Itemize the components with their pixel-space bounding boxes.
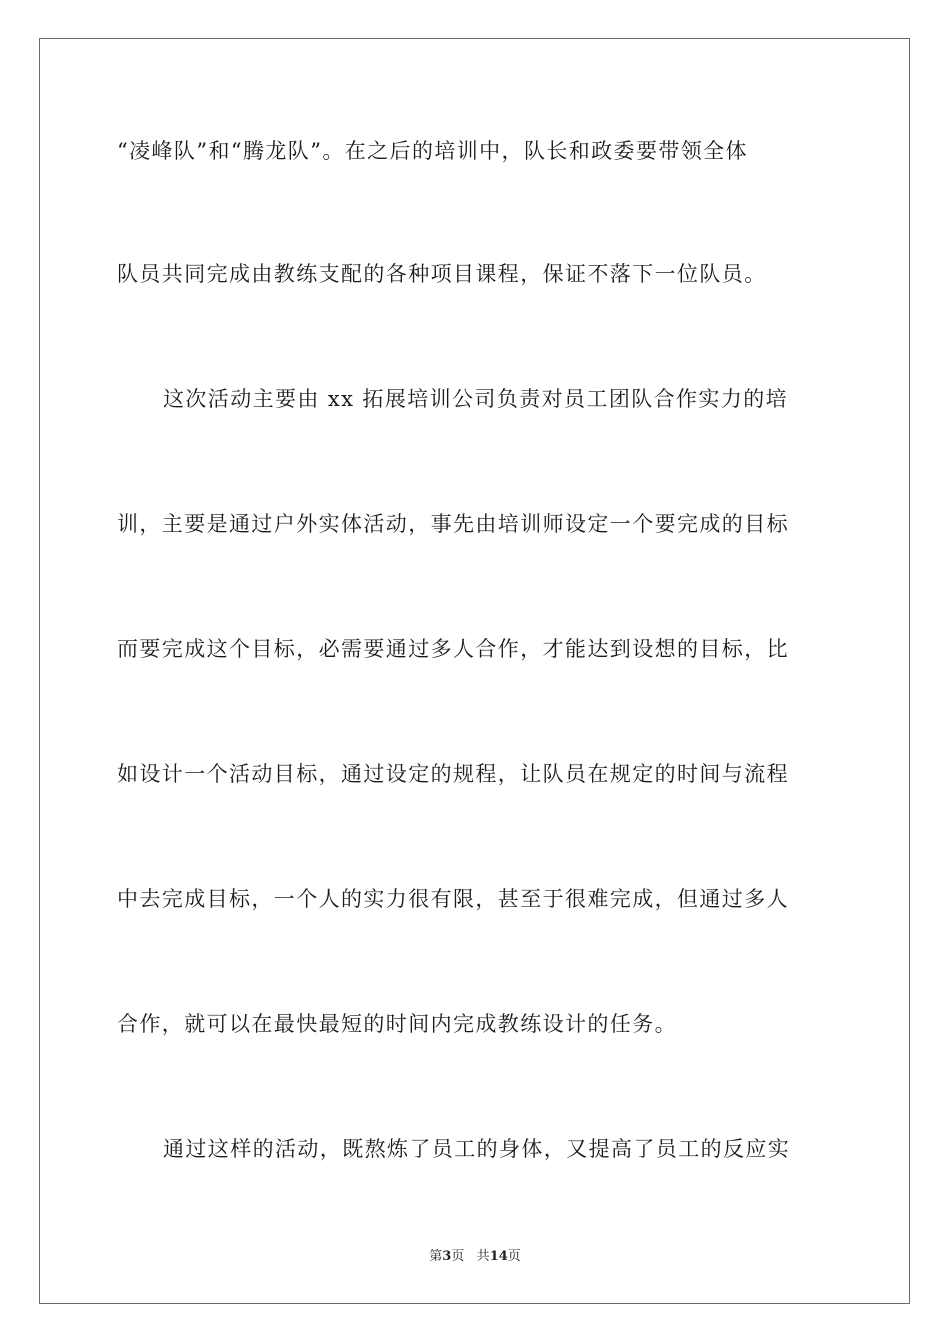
text-line-7: 中去完成目标，一个人的实力很有限，甚至于很难完成，但通过多人 bbox=[117, 887, 789, 911]
text-line-5: 而要完成这个目标，必需要通过多人合作，才能达到设想的目标，比 bbox=[117, 637, 789, 661]
page-footer bbox=[0, 1248, 950, 1266]
text-line-3-paragraph-start: 这次活动主要由 xx 拓展培训公司负责对员工团队合作实力的培 bbox=[163, 387, 789, 411]
text-line-8: 合作，就可以在最快最短的时间内完成教练设计的任务。 bbox=[117, 1012, 677, 1036]
text-line-6: 如设计一个活动目标，通过设定的规程，让队员在规定的时间与流程 bbox=[117, 762, 789, 786]
footer-page-prefix: 第 bbox=[429, 1249, 443, 1264]
footer-total-prefix: 共 bbox=[476, 1249, 490, 1264]
footer-page-number: 3 bbox=[442, 1249, 452, 1264]
text-line-2: 队员共同完成由教练支配的各种项目课程，保证不落下一位队员。 bbox=[117, 262, 767, 286]
text-line-4: 训，主要是通过户外实体活动，事先由培训师设定一个要完成的目标 bbox=[117, 512, 789, 536]
footer-page-suffix: 页 bbox=[451, 1249, 465, 1264]
footer-total-suffix: 页 bbox=[507, 1249, 521, 1264]
page-border bbox=[39, 38, 910, 1304]
text-line-9-paragraph-start: 通过这样的活动，既熬炼了员工的身体，又提高了员工的反应实 bbox=[163, 1137, 791, 1161]
footer-total-pages: 14 bbox=[489, 1249, 508, 1264]
text-line-1: “凌峰队”和“腾龙队”。在之后的培训中，队长和政委要带领全体 bbox=[117, 139, 748, 163]
